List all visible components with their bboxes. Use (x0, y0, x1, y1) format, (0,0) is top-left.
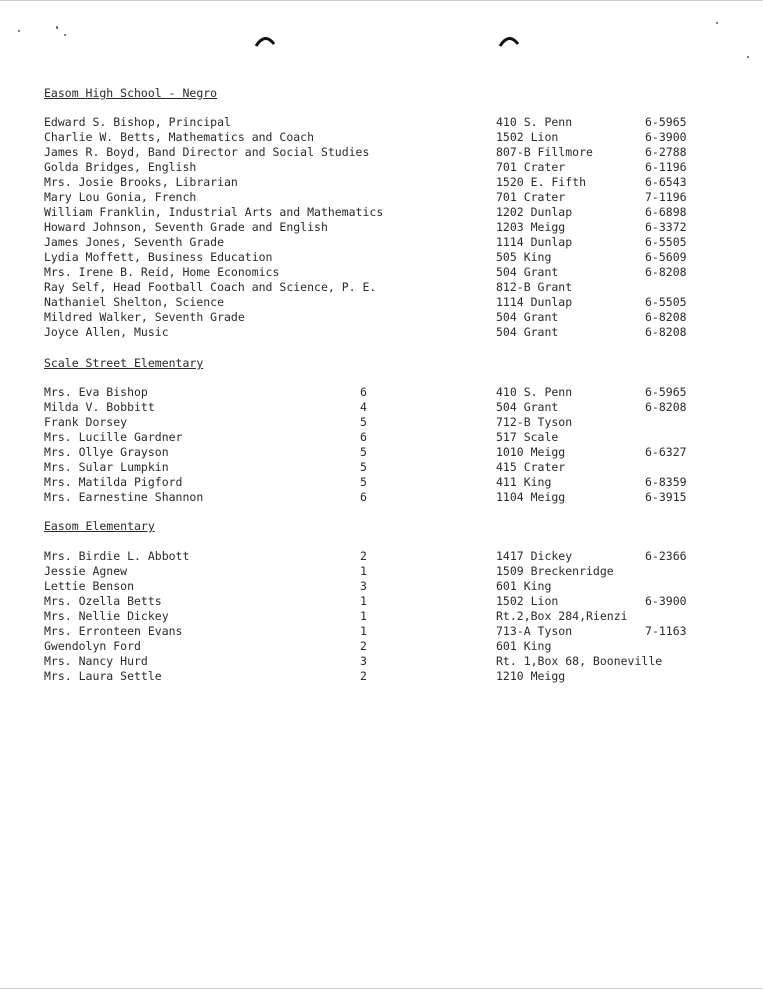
staff-name: Mrs. Nellie Dickey (44, 609, 169, 623)
staff-phone: 6-5505 (645, 295, 687, 309)
scan-top-edge (0, 0, 763, 1)
staff-name: James Jones, Seventh Grade (44, 235, 225, 249)
staff-row (0, 235, 763, 250)
staff-row (0, 669, 763, 684)
staff-name: Edward S. Bishop, Principal (44, 115, 231, 129)
staff-row (0, 115, 763, 130)
staff-row (0, 564, 763, 579)
staff-address: 410 S. Penn (496, 115, 573, 129)
staff-name: Joyce Allen, Music (44, 325, 169, 339)
staff-phone: 6-5965 (645, 115, 687, 129)
staff-row (0, 175, 763, 190)
staff-row (0, 160, 763, 175)
staff-address: 517 Scale (496, 430, 559, 444)
staff-address: 504 Grant (496, 310, 559, 324)
staff-row (0, 445, 763, 460)
staff-address: 504 Grant (496, 400, 559, 414)
staff-row (0, 400, 763, 415)
staff-name: Gwendolyn Ford (44, 639, 141, 653)
staff-address: 601 King (496, 639, 552, 653)
staff-phone: 6-8208 (645, 400, 687, 414)
staff-row (0, 295, 763, 310)
staff-name: Lettie Benson (44, 579, 135, 593)
staff-name: Golda Bridges, English (44, 160, 197, 174)
staff-row (0, 250, 763, 265)
staff-name: Mary Lou Gonia, French (44, 190, 197, 204)
staff-row (0, 624, 763, 639)
section-title: Scale Street Elementary (44, 356, 204, 370)
punch-hole-mark-right (498, 34, 520, 48)
staff-grade: 1 (360, 624, 367, 638)
staff-address: 1417 Dickey (496, 549, 573, 563)
staff-name: Mildred Walker, Seventh Grade (44, 310, 245, 324)
staff-name: Mrs. Birdie L. Abbott (44, 549, 190, 563)
staff-row (0, 310, 763, 325)
staff-row (0, 130, 763, 145)
staff-name: Mrs. Irene B. Reid, Home Economics (44, 265, 280, 279)
staff-phone: 6-5965 (645, 385, 687, 399)
staff-address: 504 Grant (496, 265, 559, 279)
staff-phone: 6-6543 (645, 175, 687, 189)
staff-row (0, 594, 763, 609)
staff-row (0, 475, 763, 490)
staff-name: Mrs. Josie Brooks, Librarian (44, 175, 238, 189)
staff-grade: 5 (360, 445, 367, 459)
staff-phone: 6-3915 (645, 490, 687, 504)
staff-address: 1114 Dunlap (496, 235, 573, 249)
staff-address: 411 King (496, 475, 552, 489)
staff-phone: 6-8208 (645, 310, 687, 324)
staff-row (0, 460, 763, 475)
staff-phone: 6-3900 (645, 130, 687, 144)
staff-name: Mrs. Sular Lumpkin (44, 460, 169, 474)
staff-name: Jessie Agnew (44, 564, 128, 578)
staff-phone: 7-1196 (645, 190, 687, 204)
staff-row (0, 190, 763, 205)
staff-grade: 1 (360, 564, 367, 578)
staff-grade: 4 (360, 400, 367, 414)
staff-phone: 6-6898 (645, 205, 687, 219)
staff-name: Mrs. Matilda Pigford (44, 475, 183, 489)
staff-row (0, 220, 763, 235)
staff-address: 1502 Lion (496, 594, 559, 608)
staff-row (0, 385, 763, 400)
staff-address: 1502 Lion (496, 130, 559, 144)
staff-name: Lydia Moffett, Business Education (44, 250, 273, 264)
staff-row (0, 280, 763, 295)
staff-name: James R. Boyd, Band Director and Social Studies (44, 145, 370, 159)
staff-address: 1203 Meigg (496, 220, 566, 234)
staff-name: Mrs. Earnestine Shannon (44, 490, 204, 504)
staff-row (0, 549, 763, 564)
staff-name: Mrs. Ozella Betts (44, 594, 162, 608)
staff-name: Milda V. Bobbitt (44, 400, 155, 414)
staff-grade: 2 (360, 639, 367, 653)
staff-name: Mrs. Lucille Gardner (44, 430, 183, 444)
staff-phone: 6-2788 (645, 145, 687, 159)
scan-speck (64, 34, 66, 36)
staff-row (0, 265, 763, 280)
staff-phone: 6-3900 (645, 594, 687, 608)
staff-phone: 6-5609 (645, 250, 687, 264)
staff-grade: 1 (360, 594, 367, 608)
staff-address: 1104 Meigg (496, 490, 566, 504)
section-title: Easom Elementary (44, 519, 155, 533)
staff-name: Mrs. Ollye Grayson (44, 445, 169, 459)
staff-address: 1509 Breckenridge (496, 564, 614, 578)
scan-speck (747, 56, 749, 58)
staff-phone: 6-6327 (645, 445, 687, 459)
staff-phone: 7-1163 (645, 624, 687, 638)
staff-grade: 6 (360, 430, 367, 444)
staff-address: 410 S. Penn (496, 385, 573, 399)
staff-name: Nathaniel Shelton, Science (44, 295, 225, 309)
punch-hole-mark-left (254, 34, 276, 48)
staff-address: 701 Crater (496, 160, 566, 174)
staff-address: Rt.2,Box 284,Rienzi (496, 609, 628, 623)
staff-address: 1210 Meigg (496, 669, 566, 683)
staff-name: Frank Dorsey (44, 415, 128, 429)
staff-phone: 6-3372 (645, 220, 687, 234)
staff-grade: 6 (360, 490, 367, 504)
staff-row (0, 145, 763, 160)
staff-grade: 6 (360, 385, 367, 399)
staff-phone: 6-8208 (645, 325, 687, 339)
staff-address: 1010 Meigg (496, 445, 566, 459)
staff-grade: 5 (360, 415, 367, 429)
scan-speck (56, 26, 58, 29)
staff-name: Mrs. Eva Bishop (44, 385, 148, 399)
staff-row (0, 639, 763, 654)
staff-address: 1202 Dunlap (496, 205, 573, 219)
staff-row (0, 325, 763, 340)
staff-row (0, 654, 763, 669)
staff-name: Mrs. Nancy Hurd (44, 654, 148, 668)
staff-grade: 3 (360, 579, 367, 593)
staff-grade: 1 (360, 609, 367, 623)
staff-name: William Franklin, Industrial Arts and Mathematics (44, 205, 384, 219)
staff-address: Rt. 1,Box 68, Booneville (496, 654, 663, 668)
staff-name: Ray Self, Head Football Coach and Science, P. E. (44, 280, 377, 294)
staff-grade: 2 (360, 669, 367, 683)
scan-bottom-edge (0, 988, 763, 989)
staff-name: Mrs. Laura Settle (44, 669, 162, 683)
staff-name: Howard Johnson, Seventh Grade and English (44, 220, 328, 234)
staff-row (0, 415, 763, 430)
staff-address: 415 Crater (496, 460, 566, 474)
staff-phone: 6-5505 (645, 235, 687, 249)
staff-address: 807-B Fillmore (496, 145, 593, 159)
staff-phone: 6-2366 (645, 549, 687, 563)
scan-speck (18, 30, 20, 32)
staff-row (0, 609, 763, 624)
staff-grade: 5 (360, 460, 367, 474)
section-title: Easom High School - Negro (44, 86, 218, 100)
staff-phone: 6-8208 (645, 265, 687, 279)
staff-row (0, 430, 763, 445)
staff-address: 812-B Grant (496, 280, 573, 294)
staff-address: 601 King (496, 579, 552, 593)
staff-phone: 6-1196 (645, 160, 687, 174)
staff-name: Charlie W. Betts, Mathematics and Coach (44, 130, 315, 144)
staff-row (0, 490, 763, 505)
staff-grade: 5 (360, 475, 367, 489)
staff-address: 712-B Tyson (496, 415, 573, 429)
staff-address: 504 Grant (496, 325, 559, 339)
staff-grade: 3 (360, 654, 367, 668)
staff-address: 701 Crater (496, 190, 566, 204)
staff-address: 713-A Tyson (496, 624, 573, 638)
staff-row (0, 205, 763, 220)
staff-address: 1114 Dunlap (496, 295, 573, 309)
scan-speck (716, 22, 718, 24)
staff-row (0, 579, 763, 594)
staff-address: 505 King (496, 250, 552, 264)
staff-name: Mrs. Erronteen Evans (44, 624, 183, 638)
staff-phone: 6-8359 (645, 475, 687, 489)
staff-grade: 2 (360, 549, 367, 563)
staff-address: 1520 E. Fifth (496, 175, 587, 189)
